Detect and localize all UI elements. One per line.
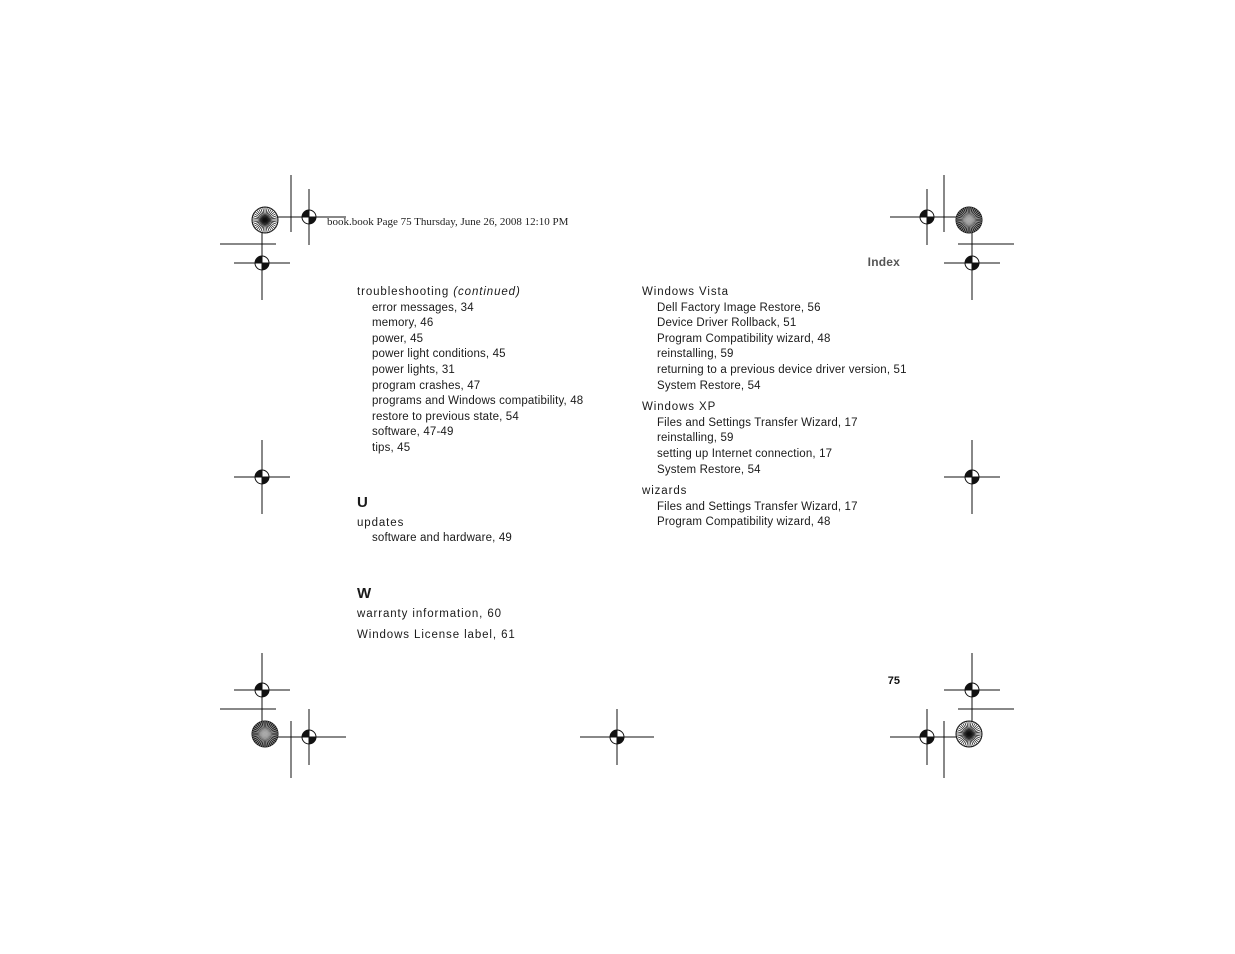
star-target-mark — [252, 721, 278, 747]
index-subentry: program crashes, 47 — [372, 379, 481, 392]
index-entry-license: Windows License label, 61 — [357, 629, 516, 642]
crosshair-mark — [944, 653, 1000, 727]
index-entry-updates: updates — [357, 516, 405, 529]
star-target-mark — [956, 207, 982, 233]
index-entry-troubleshooting — [357, 285, 617, 301]
crosshair-mark — [234, 440, 290, 514]
crosshair-mark — [234, 653, 290, 727]
print-slug: book.book Page 75 Thursday, June 26, 2008 12:10 PM — [327, 216, 569, 228]
crosshair-mark — [890, 189, 964, 245]
index-subentry: System Restore, 54 — [657, 463, 761, 476]
index-subentry: returning to a previous device driver version, 51 — [657, 363, 907, 376]
index-subentry: System Restore, 54 — [657, 379, 761, 392]
index-subentry: Dell Factory Image Restore, 56 — [657, 301, 821, 314]
index-subentry: restore to previous state, 54 — [372, 410, 519, 423]
index-entry-warranty: warranty information, 60 — [357, 607, 502, 620]
crosshair-mark — [944, 226, 1000, 300]
crosshair-mark — [580, 709, 654, 765]
index-entry-wizards: wizards — [642, 485, 688, 498]
continued-label: (continued) — [453, 286, 521, 298]
section-letter-w: W — [357, 584, 372, 602]
crosshair-mark — [234, 226, 290, 300]
index-entry-windows-vista: Windows Vista — [642, 286, 729, 298]
index-subentry: power, 45 — [372, 332, 424, 345]
index-subentry: tips, 45 — [372, 441, 411, 454]
index-subentry: reinstalling, 59 — [657, 432, 734, 445]
index-subentry: Files and Settings Transfer Wizard, 17 — [657, 500, 858, 513]
index-subentry: power light conditions, 45 — [372, 348, 506, 361]
index-subentry: programs and Windows compatibility, 48 — [372, 395, 584, 408]
index-entry-windows-xp: Windows XP — [642, 401, 717, 414]
index-column-left — [357, 285, 617, 644]
star-target-mark — [956, 721, 982, 747]
index-subentry: memory, 46 — [372, 317, 434, 330]
index-subentry: reinstalling, 59 — [657, 348, 734, 361]
index-subentry: Files and Settings Transfer Wizard, 17 — [657, 416, 858, 429]
index-subentry: Program Compatibility wizard, 48 — [657, 516, 831, 529]
page-number: 75 — [887, 675, 900, 687]
index-subentry: setting up Internet connection, 17 — [657, 447, 833, 460]
crosshair-mark — [890, 709, 964, 765]
index-subentry: error messages, 34 — [372, 301, 474, 314]
index-column-right — [642, 285, 922, 531]
star-target-mark — [252, 207, 278, 233]
crosshair-mark — [272, 709, 346, 765]
index-subentry: software and hardware, 49 — [372, 532, 512, 545]
running-head: Index — [867, 255, 900, 269]
index-subentry: software, 47-49 — [372, 426, 454, 439]
section-letter-u: U — [357, 493, 368, 511]
entry-label: troubleshooting — [357, 286, 450, 298]
crosshair-mark — [944, 440, 1000, 514]
index-subentry: Program Compatibility wizard, 48 — [657, 332, 831, 345]
index-subentry: power lights, 31 — [372, 363, 455, 376]
index-subentry: Device Driver Rollback, 51 — [657, 317, 797, 330]
